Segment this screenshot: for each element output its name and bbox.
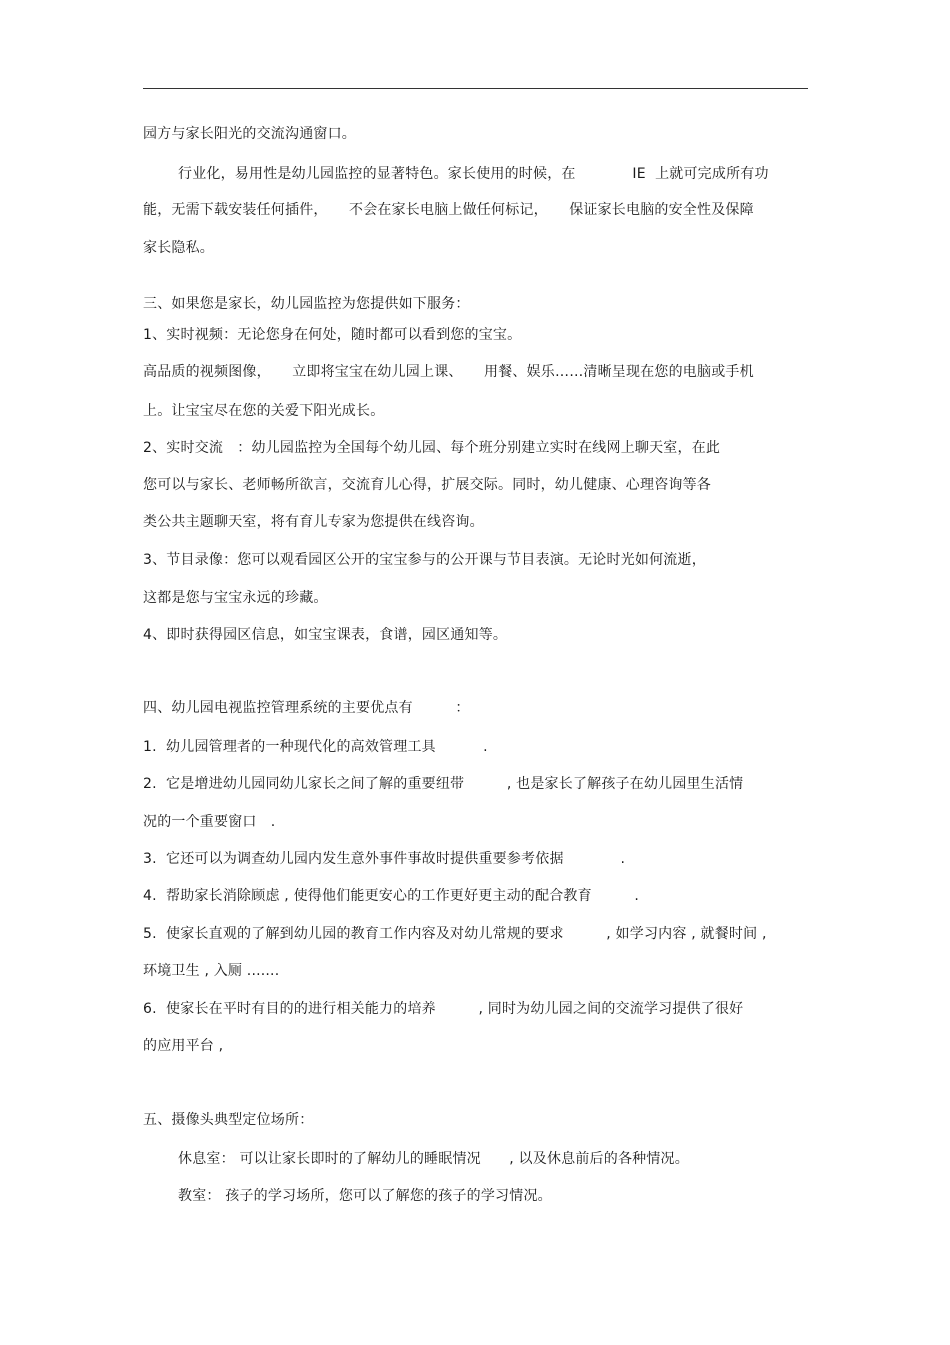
list-item: 1、实时视频：无论您身在何处，随时都可以看到您的宝宝。 xyxy=(143,327,522,343)
paragraph-line: 类公共主题聊天室，将有育儿专家为您提供在线咨询。 xyxy=(143,514,484,530)
list-item: 2. 它是增进幼儿园同幼儿家长之间了解的重要纽带 , 也是家长了解孩子在幼儿园里生活情 xyxy=(143,776,744,792)
paragraph-line: 况的一个重要窗口 . xyxy=(143,814,276,830)
header-rule xyxy=(143,88,808,89)
list-item: 5. 使家长直观的了解到幼儿园的教育工作内容及对幼儿常规的要求 , 如学习内容 , 就餐时间 , xyxy=(143,926,767,942)
list-item: 4、即时获得园区信息，如宝宝课表，食谱，园区通知等。 xyxy=(143,627,508,643)
paragraph-line: 的应用平台 , xyxy=(143,1038,224,1054)
section-heading: 四、幼儿园电视监控管理系统的主要优点有 ： xyxy=(143,700,470,716)
list-item: 休息室： 可以让家长即时的了解幼儿的睡眠情况 , 以及休息前后的各种情况。 xyxy=(178,1151,689,1167)
list-item: 4. 帮助家长消除顾虑 , 使得他们能更安心的工作更好更主动的配合教育 . xyxy=(143,888,640,904)
section-heading: 三、如果您是家长，幼儿园监控为您提供如下服务： xyxy=(143,296,470,312)
list-item: 3、节目录像：您可以观看园区公开的宝宝参与的公开课与节目表演。无论时光如何流逝， xyxy=(143,552,706,568)
paragraph-line: 这都是您与宝宝永远的珍藏。 xyxy=(143,590,328,606)
paragraph-line: 环境卫生 , 入厕 ....... xyxy=(143,963,280,979)
paragraph-line: 您可以与家长、老师畅所欲言，交流育儿心得，扩展交际。同时，幼儿健康、心理咨询等各 xyxy=(143,477,711,493)
paragraph-line: 高品质的视频图像， 立即将宝宝在幼儿园上课、 用餐、娱乐……清晰呈现在您的电脑或手机 xyxy=(143,364,754,380)
list-item: 3. 它还可以为调查幼儿园内发生意外事件事故时提供重要参考依据 . xyxy=(143,851,626,867)
list-item: 1. 幼儿园管理者的一种现代化的高效管理工具 . xyxy=(143,739,488,755)
list-item: 6. 使家长在平时有目的的进行相关能力的培养 , 同时为幼儿园之间的交流学习提供了很好 xyxy=(143,1001,744,1017)
list-item: 教室： 孩子的学习场所，您可以了解您的孩子的学习情况。 xyxy=(178,1188,552,1204)
list-item: 2、实时交流 ：幼儿园监控为全国每个幼儿园、每个班分别建立实时在线网上聊天室，在此 xyxy=(143,440,721,456)
section-heading: 五、摄像头典型定位场所： xyxy=(143,1112,314,1128)
paragraph-line: 能，无需下载安装任何插件， 不会在家长电脑上做任何标记， 保证家长电脑的安全性及保障 xyxy=(143,202,754,218)
paragraph-line: 上。让宝宝尽在您的关爱下阳光成长。 xyxy=(143,403,385,419)
paragraph-line: 家长隐私。 xyxy=(143,240,214,256)
paragraph-line: 行业化，易用性是幼儿园监控的显著特色。家长使用的时候，在 IE 上就可完成所有功 xyxy=(178,166,769,182)
paragraph-line: 园方与家长阳光的交流沟通窗口。 xyxy=(143,126,356,142)
